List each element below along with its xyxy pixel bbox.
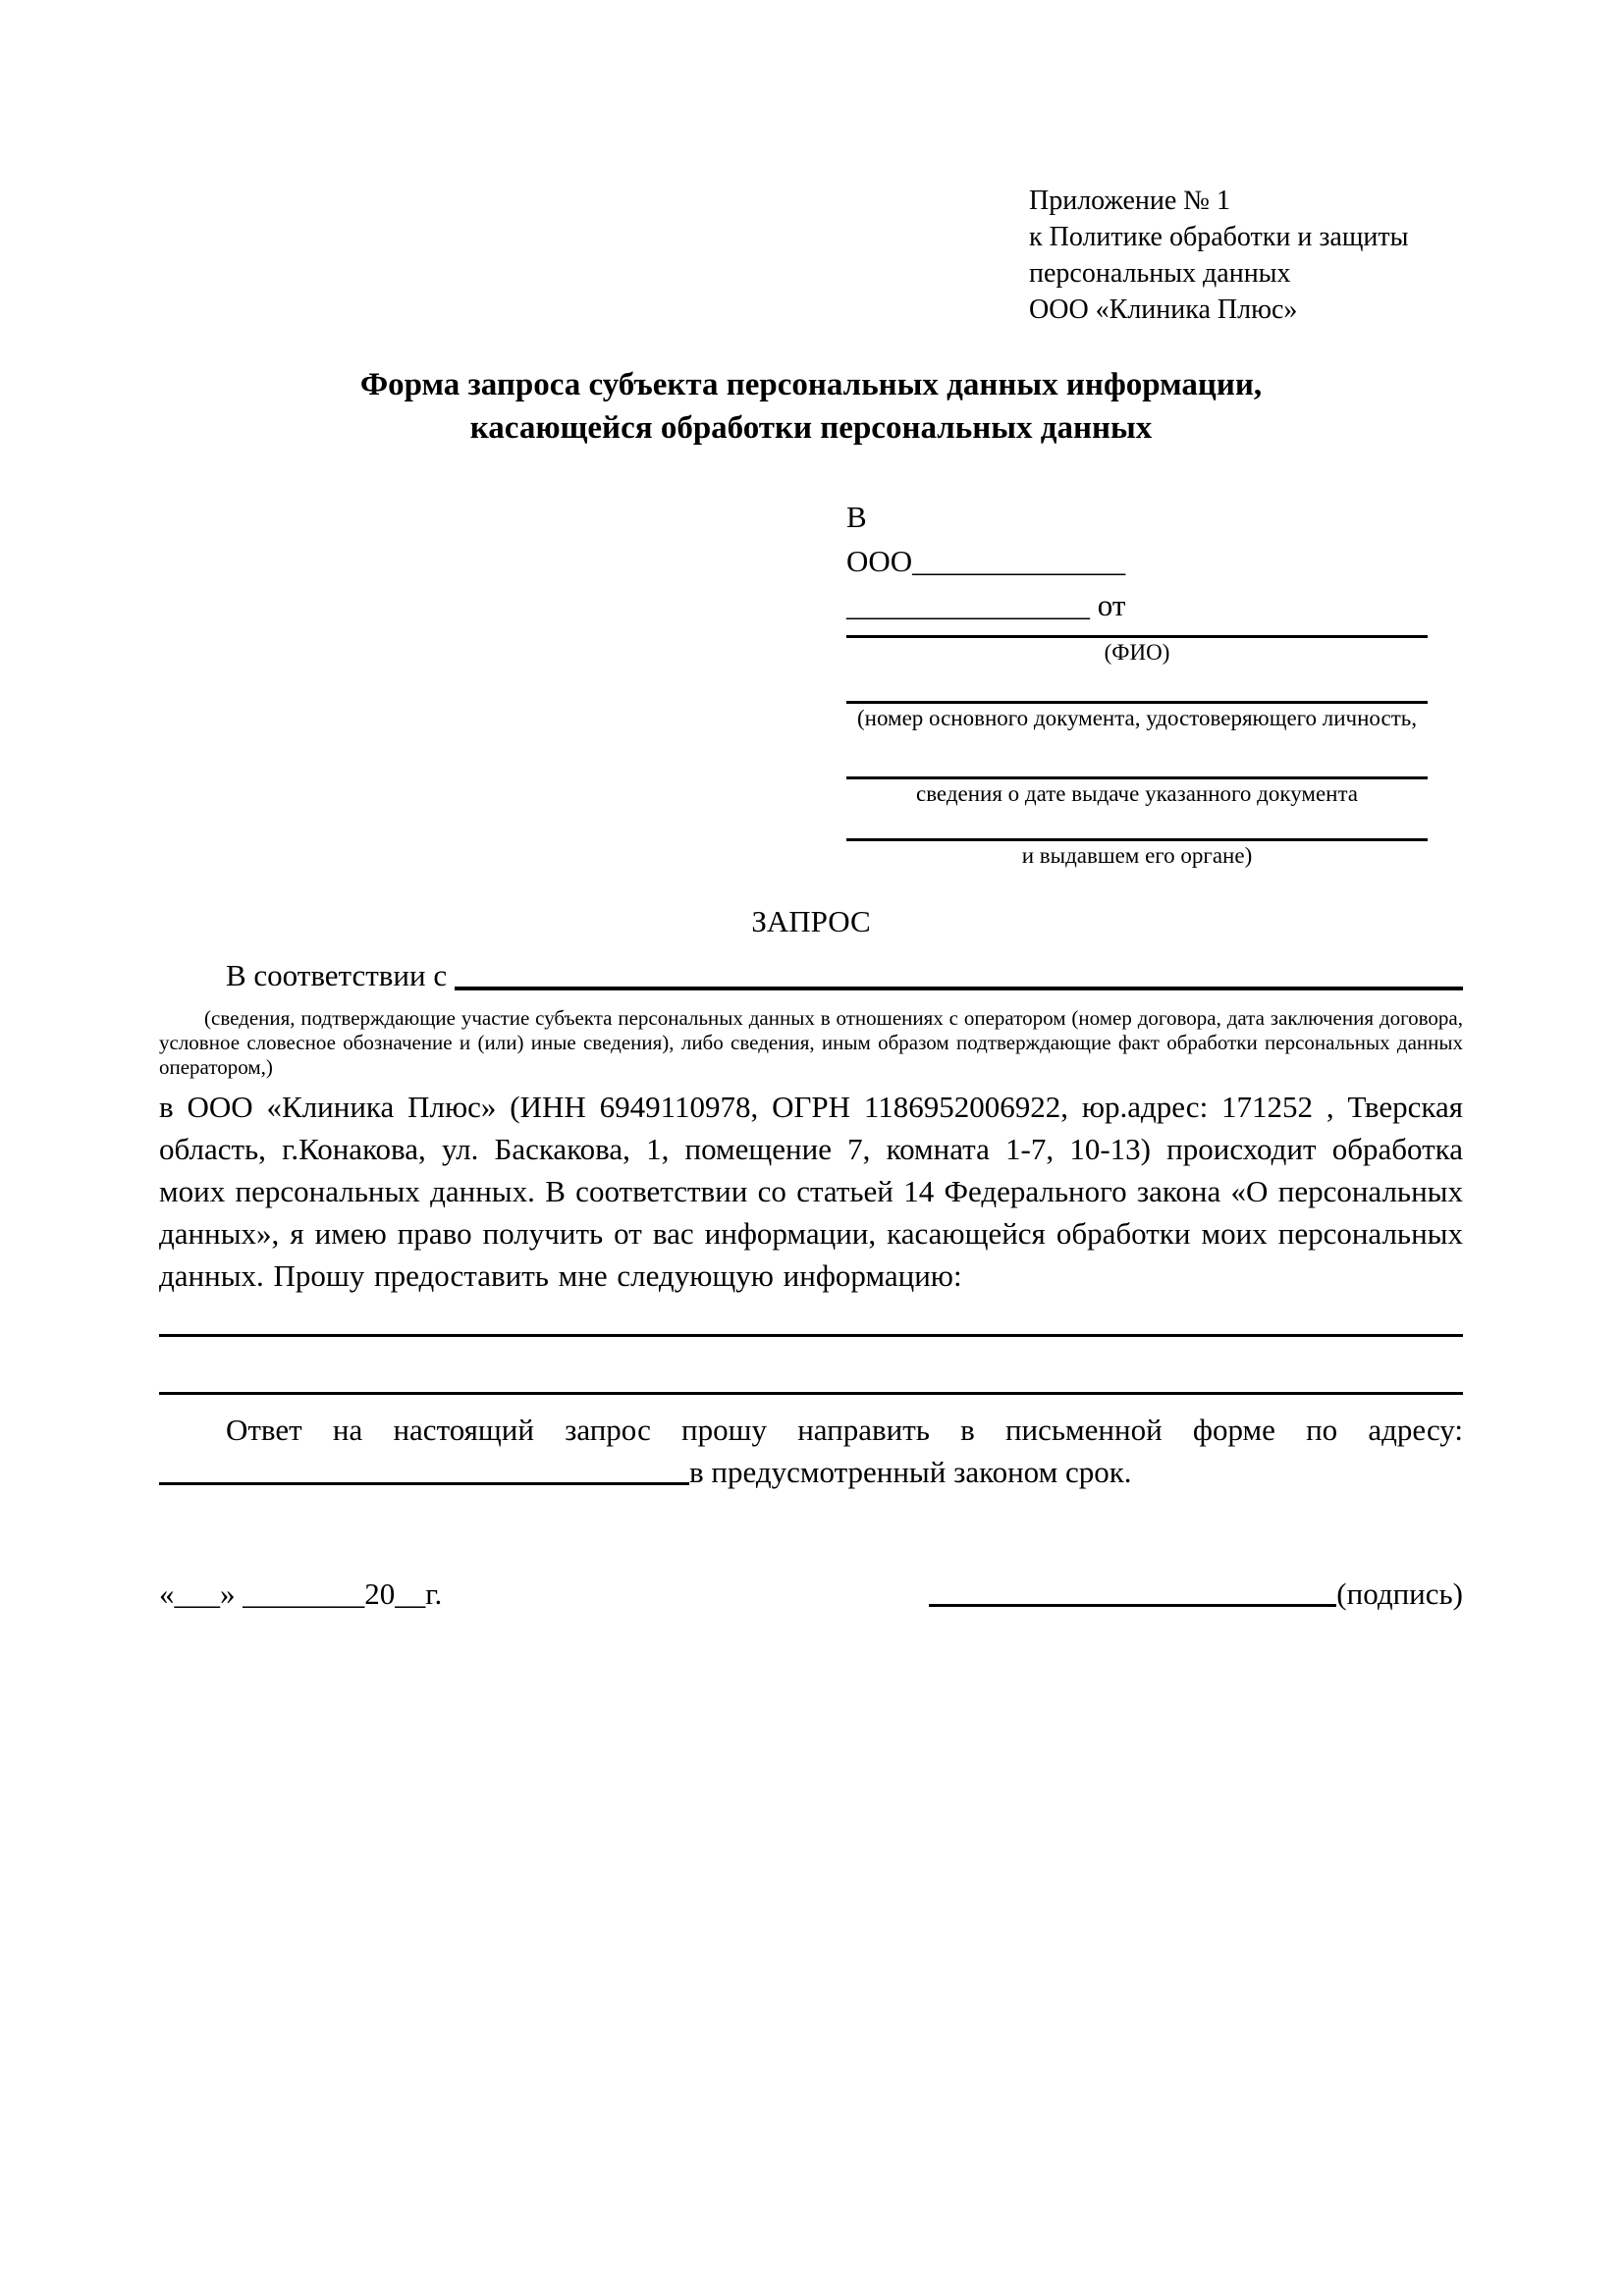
request-heading: ЗАПРОС: [751, 904, 871, 938]
appendix-header-line-3: персональных данных: [1029, 258, 1291, 289]
org-label: ООО: [846, 544, 913, 578]
blank-line-issuer: [846, 838, 1428, 871]
document-title-line-1: Форма запроса субъекта персональных данных информации,: [359, 367, 1263, 402]
org-blank-field: ______________: [912, 544, 1126, 578]
reply-suffix-text: в предусмотренный законом срок.: [689, 1455, 1132, 1489]
from-blank-field: ________________: [846, 588, 1090, 622]
appendix-header-line-2: к Политике обработки и защиты: [1029, 222, 1409, 252]
info-blank-line-1: [159, 1334, 1463, 1337]
from-suffix: от: [1090, 588, 1126, 622]
document-caption: (номер основного документа, удостоверяющего личность,: [856, 706, 1417, 730]
signature-area: [929, 1574, 1463, 1615]
addressee-to-prefix: В: [846, 500, 867, 534]
signature-caption: (подпись): [1336, 1576, 1463, 1611]
appendix-header: [1029, 0, 1463, 328]
clarification-text: (сведения, подтверждающие участие субъекта персональных данных в отношениях с оператором (номер договора, дата заключения договора, условное словесное обозначение и (или) иные сведения), либо сведения, иным образом подтверждающие факт обработки персональных данных оператором,): [159, 1006, 1463, 1079]
document-title-line-2: касающейся обработки персональных данных: [469, 410, 1153, 446]
info-blank-line-2: [159, 1392, 1463, 1395]
appendix-header-line-4: ООО «Клиника Плюс»: [1029, 294, 1298, 325]
blank-line-fio: [846, 635, 1428, 667]
date-blank-field: «___» ________20__г.: [159, 1576, 443, 1611]
intro-prefix: В соответствии с: [226, 958, 455, 992]
request-body-text: в ООО «Клиника Плюс» (ИНН 6949110978, ОГРН 1186952006922, юр.адрес: 171252 , Тверская область, г.Конакова, ул. Баскакова, 1, помещение 7, комната 1-7, 10-13) происходит обработка моих персональных данных. В соответствии со статьей 14 Федерального закона «О персональных данных», я имею право получить от вас информации, касающейся обработки моих персональных данных. Прошу предоставить мне следующую информацию:: [159, 1090, 1463, 1293]
address-blank-field: [159, 1482, 689, 1485]
intro-line: [159, 955, 1463, 996]
addressee-block: [846, 495, 1428, 871]
intro-blank-field: [455, 987, 1463, 990]
document-title: [159, 363, 1463, 450]
reply-address-line: [159, 1451, 1463, 1493]
appendix-header-line-1: Приложение № 1: [1029, 186, 1230, 216]
blank-line-document: [846, 701, 1428, 733]
reply-request-text: Ответ на настоящий запрос прошу направить в письменной форме по адресу:: [226, 1413, 1463, 1447]
addressee-from-row: [846, 583, 1428, 627]
signature-blank-field: [929, 1604, 1336, 1607]
issuer-caption: и выдавшем его органе): [1021, 843, 1253, 868]
addressee-org-row: [846, 539, 1428, 583]
signature-row: [159, 1574, 1463, 1615]
issue-date-caption: сведения о дате выдаче указанного документа: [915, 781, 1359, 806]
fio-caption: (ФИО): [1104, 640, 1170, 665]
blank-line-issue-date: [846, 776, 1428, 809]
